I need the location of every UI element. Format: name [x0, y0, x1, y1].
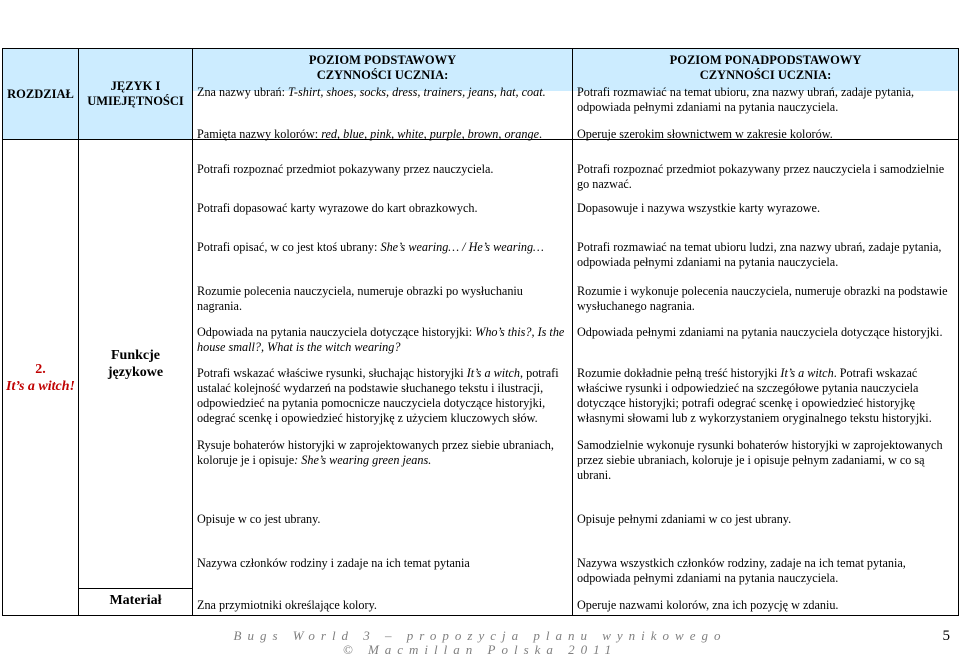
- material-cell: [79, 589, 193, 616]
- advanced-item-4: Rozumie i wykonuje polecenia nauczyciela, numeruje obrazki na podstawie wysłuchanego nagrania.: [577, 284, 948, 313]
- advanced-colours-vocab: Operuje szerokim słownictwem w zakresie kolorów.: [577, 127, 833, 141]
- basic-item-4: Rozumie polecenia nauczyciela, numeruje obrazki po wysłuchaniu nagrania.: [197, 284, 523, 313]
- body-row: [3, 140, 959, 589]
- advanced-item-7: Samodzielnie wykonuje rysunki bohaterów historyjki w zaprojektowanych przez siebie ubraniach, koloruje je i opisuje pełnym zadaniami, w co są ubrani.: [577, 438, 943, 482]
- advanced-item-3: Potrafi rozmawiać na temat ubioru ludzi, zna nazwy ubrań, zadaje pytania, odpowiada pełnymi zdaniami na pytania nauczyciela.: [577, 240, 942, 269]
- funkcje-line1: Funkcje: [111, 348, 160, 363]
- basic-body-cell: [193, 140, 573, 616]
- header-jezyk: [79, 49, 193, 140]
- basic-item-9: Nazywa członków rodziny i zadaje na ich temat pytania: [197, 556, 470, 570]
- advanced-item-1: Potrafi rozpoznać przedmiot pokazywany przez nauczyciela i samodzielnie go nazwać.: [577, 162, 945, 191]
- basic-item-5: Odpowiada na pytania nauczyciela dotyczące historyjki: Who’s this?, Is the house small?, What is the witch wearing?: [197, 325, 565, 354]
- basic-colours-vocab: Pamięta nazwy kolorów: red, blue, pink, white, purple, brown, orange.: [197, 127, 543, 141]
- basic-item-3: Potrafi opisać, w co jest ktoś ubrany: She’s wearing… / He’s wearing…: [197, 240, 544, 254]
- basic-level-subtitle: CZYNNOŚCI UCZNIA:: [316, 68, 449, 82]
- advanced-clothes-talk: Potrafi rozmawiać na temat ubioru, zna nazwy ubrań, zadaje pytania, odpowiada pełnymi zdaniami na pytania nauczyciela.: [577, 85, 915, 114]
- advanced-item-2: Dopasowuje i nazywa wszystkie karty wyrazowe.: [577, 201, 820, 215]
- page-number: 5: [942, 628, 950, 644]
- advanced-item-10: Operuje nazwami kolorów, zna ich pozycję w zdaniu.: [577, 598, 839, 612]
- header-jezyk-label: JĘZYK I UMIEJĘTNOŚCI: [87, 79, 184, 108]
- basic-level-column: [193, 49, 573, 140]
- chapter-number: 2.: [35, 361, 46, 377]
- lesson-plan-table: [2, 48, 959, 616]
- advanced-body-cell: [573, 140, 959, 616]
- header-row: [3, 49, 959, 140]
- advanced-level-title: POZIOM PONADPODSTAWOWY: [669, 53, 862, 67]
- chapter-cell: [3, 140, 79, 616]
- funkcje-line2: językowe: [107, 365, 164, 380]
- advanced-item-8: Opisuje pełnymi zdaniami w co jest ubrany.: [577, 512, 792, 526]
- basic-item-10: Zna przymiotniki określające kolory.: [197, 598, 377, 612]
- advanced-item-5: Odpowiada pełnymi zdaniami na pytania nauczyciela dotyczące historyjki.: [577, 325, 943, 339]
- basic-item-6: Potrafi wskazać właściwe rysunki, słuchając historyjki It’s a witch, potrafi ustalać kolejność wydarzeń na podstawie słuchanego tekstu i ilustracji, odpowiedzieć na pytania pomocnicze nauczyciela dotyczące historyjki, odegrać scenkę i opowiedzieć historyjkę z użyciem kluczowych słów.: [197, 366, 559, 425]
- advanced-item-6: Rozumie dokładnie pełną treść historyjki It’s a witch. Potrafi wskazać właściwe rysunki i odpowiedzieć na szczegółowe pytania nauczyciela dotyczące historyjki; potrafi odegrać scenkę i opowiedzieć historyjkę własnymi słowami lub z wykorzystaniem oryginalnego tekstu historyjki.: [577, 366, 932, 425]
- header-rozdzial-label: ROZDZIAŁ: [7, 86, 74, 101]
- advanced-item-9: Nazywa wszystkich członków rodziny, zadaje na ich temat pytania, odpowiada pełnymi zdaniami na pytania nauczyciela.: [577, 556, 906, 585]
- footer-title: Bugs World 3 – propozycja planu wynikowego: [233, 628, 727, 643]
- basic-item-8: Opisuje w co jest ubrany.: [197, 512, 321, 526]
- basic-item-2: Potrafi dopasować karty wyrazowe do kart obrazkowych.: [197, 201, 478, 215]
- basic-level-title: POZIOM PODSTAWOWY: [308, 53, 457, 67]
- footer-copyright: © Macmillan Polska 2011: [342, 642, 618, 657]
- basic-clothes-vocab: Zna nazwy ubrań: T-shirt, shoes, socks, dress, trainers, jeans, hat, coat.: [197, 85, 546, 99]
- advanced-level-subtitle: CZYNNOŚCI UCZNIA:: [699, 68, 832, 82]
- header-rozdzial: [3, 49, 79, 140]
- material-label: Materiał: [109, 593, 162, 608]
- advanced-level-column: [573, 49, 959, 140]
- chapter-title: It’s a witch!: [6, 378, 75, 394]
- basic-item-7: Rysuje bohaterów historyjki w zaprojektowanych przez siebie ubraniach, koloruje je i opisuje: She’s wearing green jeans.: [197, 438, 554, 467]
- basic-item-1: Potrafi rozpoznać przedmiot pokazywany przez nauczyciela.: [197, 162, 494, 176]
- funkcje-cell: [79, 140, 193, 589]
